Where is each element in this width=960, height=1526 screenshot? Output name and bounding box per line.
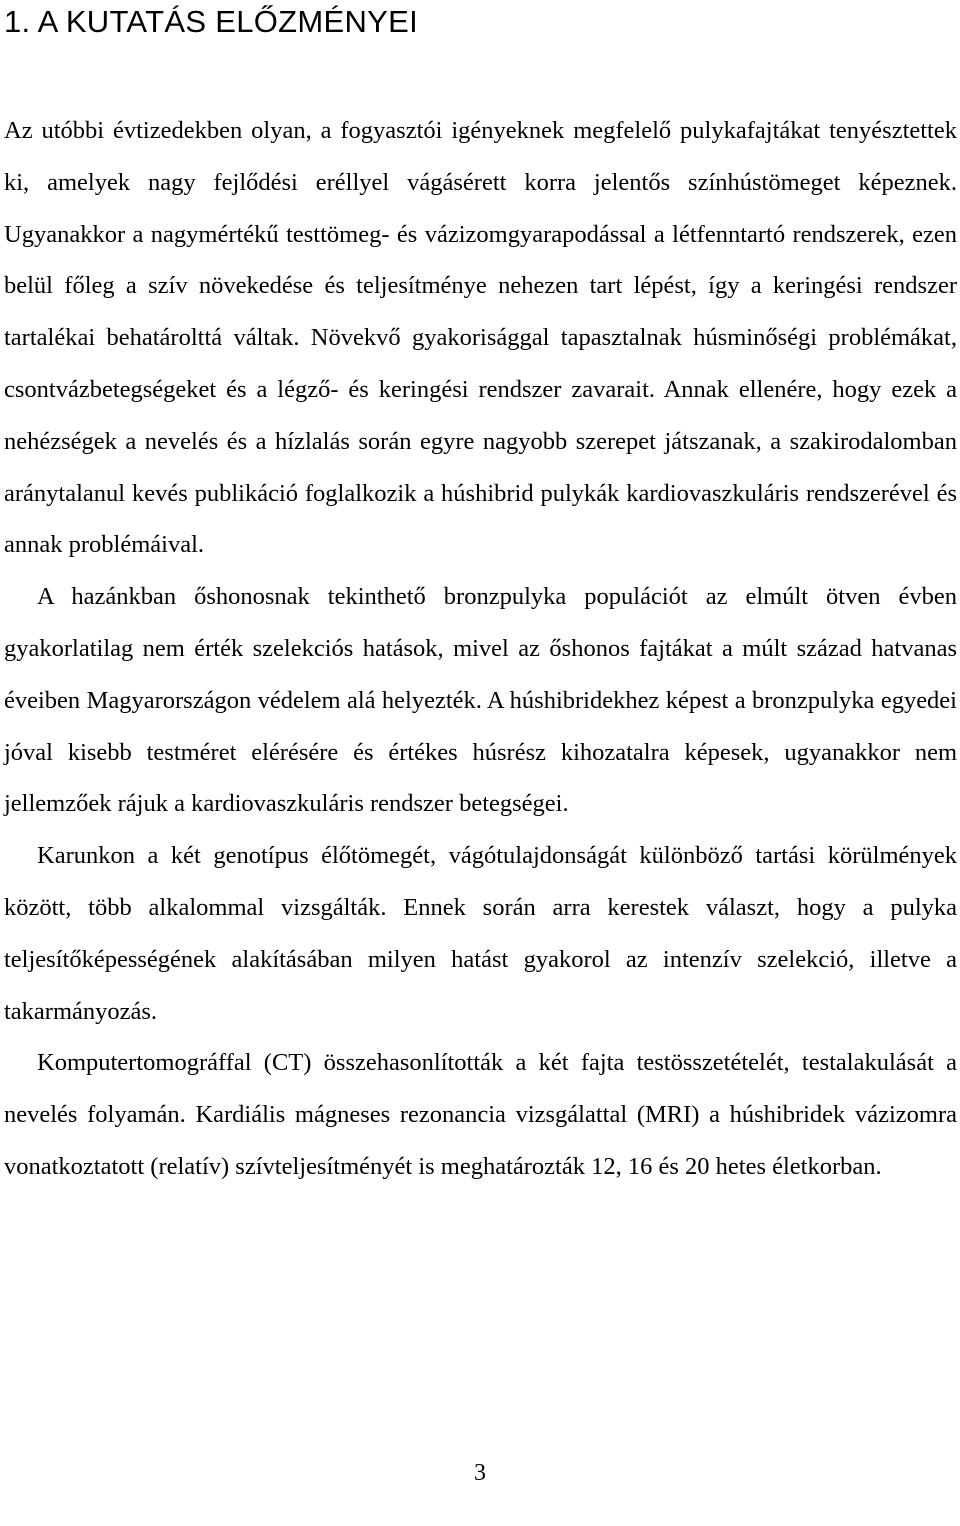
paragraph-2: A hazánkban őshonosnak tekinthető bronzpulyka populációt az elmúlt ötven évben gyakorlatilag nem érték szelekciós hatások, mivel az őshonos fajtákat a múlt század hatvanas éveiben Magyarországon védelem alá helyezték. A húshibridekhez képest a bronzpulyka egyedei jóval kisebb testméret elérésére és értékes húsrész kihozatalra képesek, ugyanakkor nem jellemzőek rájuk a kardiovaszkuláris rendszer betegségei. xyxy=(4,583,957,818)
body-text xyxy=(4,105,957,1193)
paragraph-4: Komputertomográffal (CT) összehasonlították a két fajta testösszetételét, testalakulását a nevelés folyamán. Kardiális mágneses rezonancia vizsgálattal (MRI) a húshibridek vázizomra vonatkoztatott (relatív) szívteljesítményét is meghatározták 12, 16 és 20 hetes életkorban. xyxy=(4,1049,957,1180)
paragraph-1: Az utóbbi évtizedekben olyan, a fogyasztói igényeknek megfelelő pulykafajtákat tenyésztettek ki, amelyek nagy fejlődési eréllyel vágásérett korra jelentős színhústömeget képeznek. Ugyanakkor a nagymértékű testtömeg- és vázizomgyarapodással a létfenntartó rendszerek, ezen belül főleg a szív növekedése és teljesítménye nehezen tart lépést, így a keringési rendszer tartalékai behatárolttá váltak. Növekvő gyakorisággal tapasztalnak húsminőségi problémákat, csontvázbetegségeket és a légző- és keringési rendszer zavarait. Annak ellenére, hogy ezek a nehézségek a nevelés és a hízlalás során egyre nagyobb szerepet játszanak, a szakirodalomban aránytalanul kevés publikáció foglalkozik a húshibrid pulykák kardiovaszkuláris rendszerével és annak problémáival. xyxy=(4,117,957,559)
paragraph-3: Karunkon a két genotípus élőtömegét, vágótulajdonságát különböző tartási körülmények között, több alkalommal vizsgálták. Ennek során arra kerestek választ, hogy a pulyka teljesítőképességének alakításában milyen hatást gyakorol az intenzív szelekció, illetve a takarmányozás. xyxy=(4,842,957,1025)
page-number: 3 xyxy=(474,1460,486,1486)
section-heading: 1. A KUTATÁS ELŐZMÉNYEI xyxy=(4,4,419,39)
